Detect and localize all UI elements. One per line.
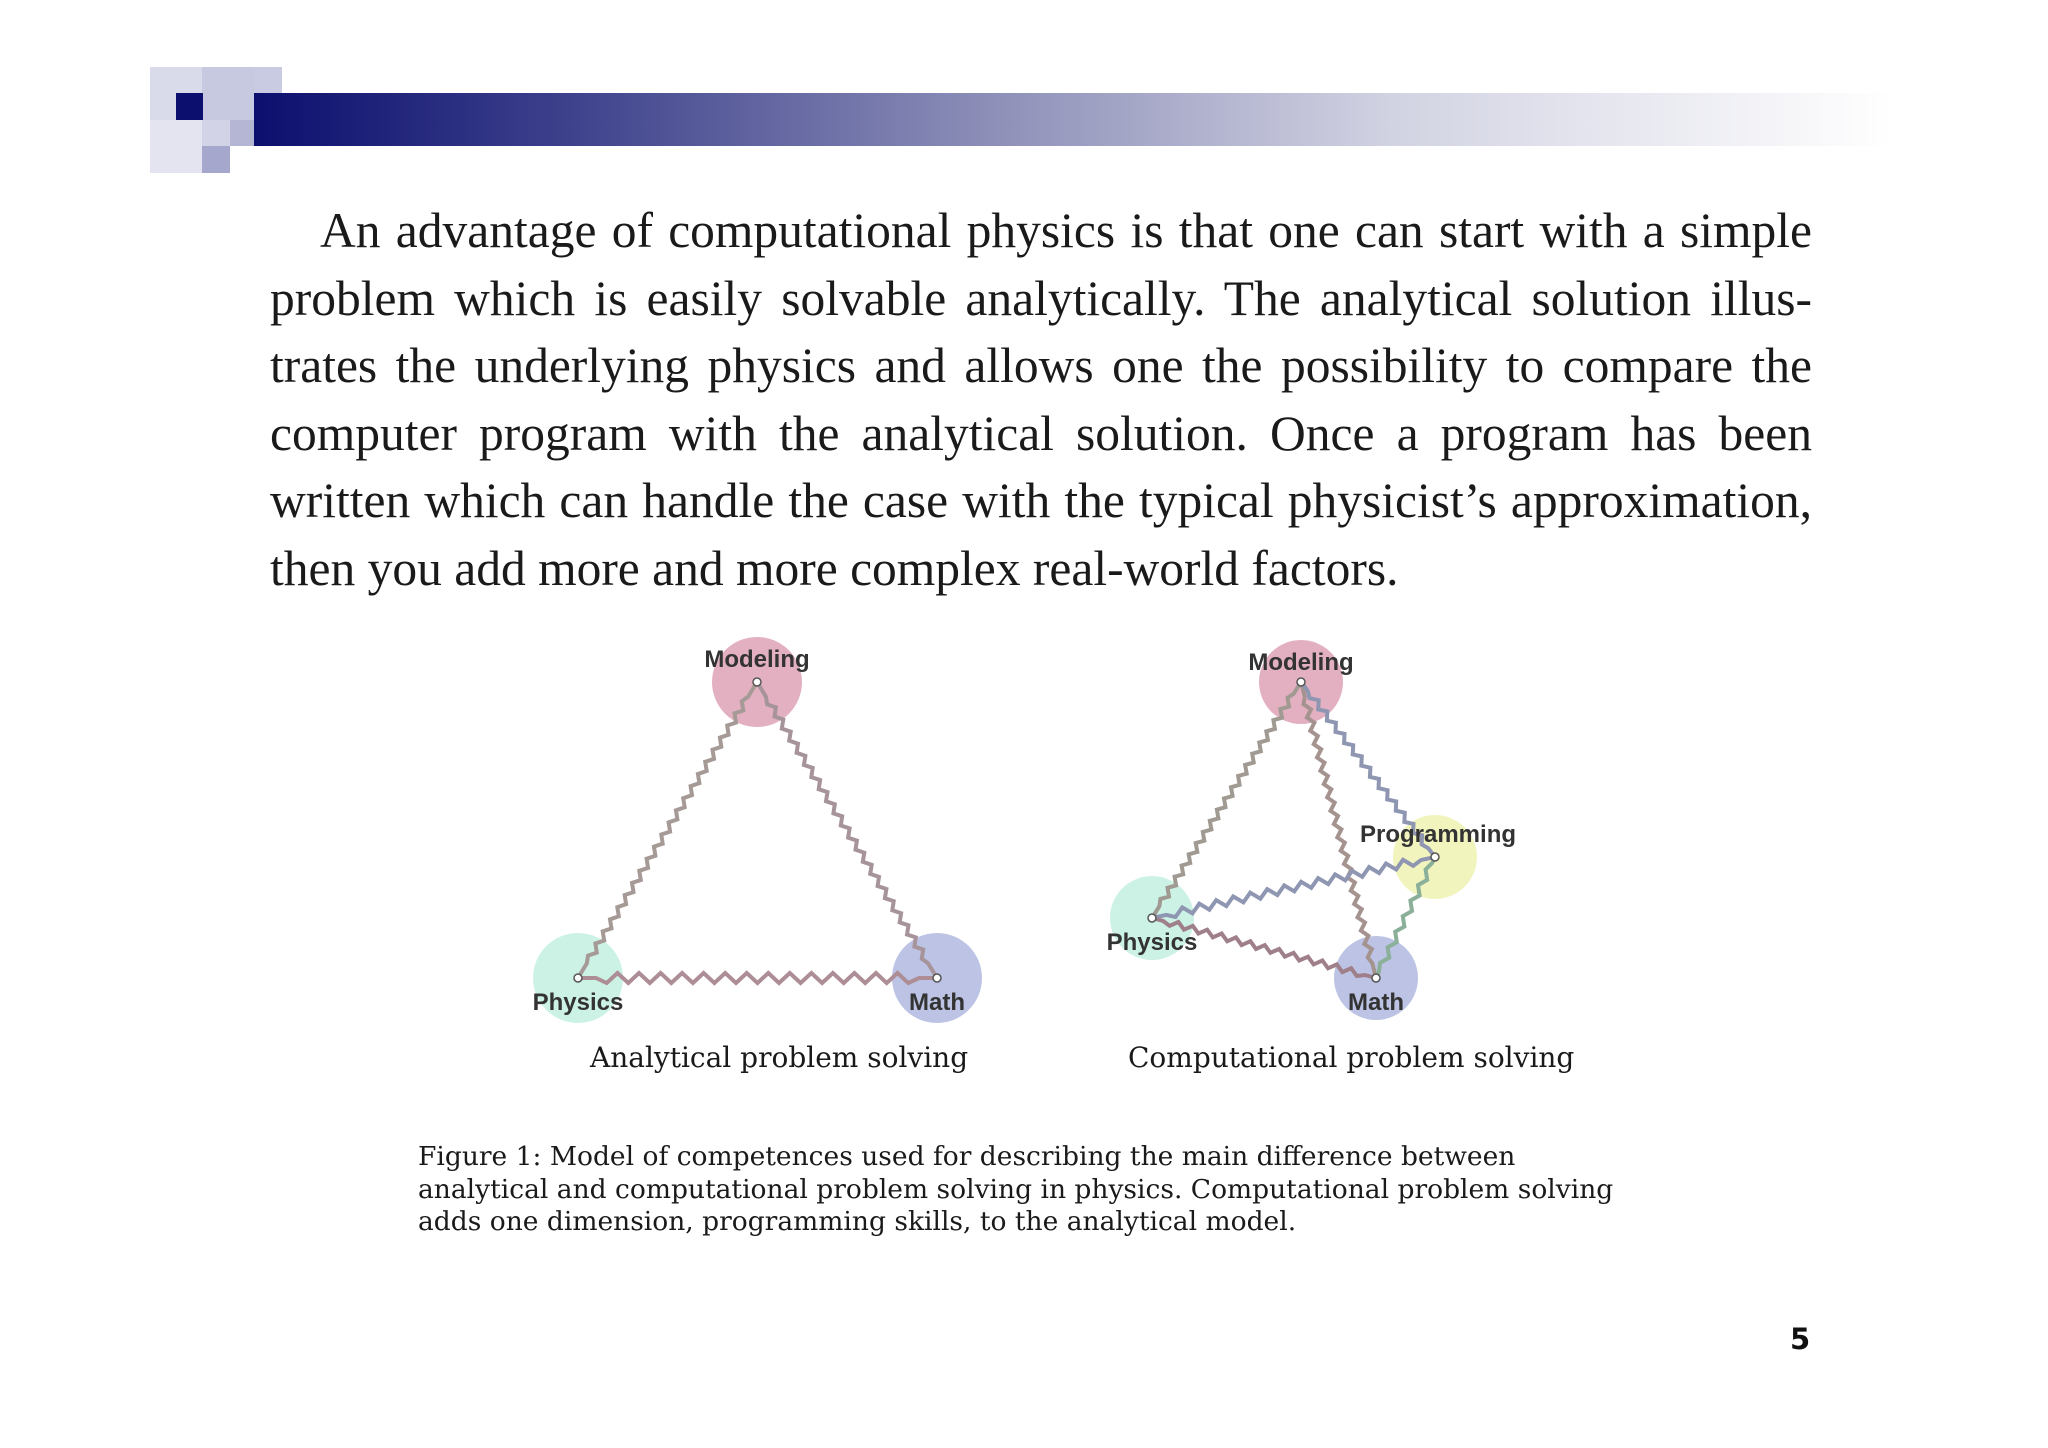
computational-diagram-svg [1080,620,1600,1030]
spring-physics-programming [1152,857,1435,918]
physics-label: Physics [1106,929,1198,956]
header-square-small [202,146,230,173]
math-anchor [933,974,941,982]
computational-diagram [1080,620,1600,1030]
math-label: Math [909,989,965,1016]
analytical-caption: Analytical problem solving [590,1041,969,1074]
modeling-anchor [753,678,761,686]
header-square-light-4 [150,120,203,173]
header-square-light-2 [202,67,255,120]
spring-modeling-math [757,682,937,978]
math-anchor [1372,974,1380,982]
header-square-dark [176,93,203,120]
physics-label: Physics [532,989,624,1016]
spring-group [578,682,937,983]
programming-label: Programming [1359,821,1517,848]
spring-modeling-physics [1152,682,1301,918]
physics-anchor [574,974,582,982]
header-decoration [0,0,2048,200]
spring-modeling-physics [578,682,757,978]
analytical-diagram [500,620,1020,1030]
page-number: 5 [1790,1322,1811,1356]
modeling-anchor [1297,678,1305,686]
physics-anchor [1148,914,1156,922]
computational-caption: Computational problem solving [1128,1041,1575,1074]
spring-physics-math [578,973,937,983]
modeling-label: Modeling [704,646,810,673]
figure-caption: Figure 1: Model of competences used for describing the main difference between analytical and computational problem solving in physics. Computational problem solving adds one dimension, programming skills, to the analytical model. [418,1141,1614,1237]
programming-anchor [1431,853,1439,861]
body-paragraph: An advantage of computational physics is that one can start with a simple problem which is easily solvable analytically. The analytical solution illustrates the underlying physics and allows one the possibility to compare the computer program with the analytical solution. Once a program has been written which can handle the case with the typical physicist’s approximation, then you add more and more complex real-world factors. [270,203,1812,596]
math-label: Math [1348,989,1404,1016]
modeling-label: Modeling [1248,649,1354,676]
header-gradient-bar [254,93,1894,146]
analytical-diagram-svg [500,620,1020,1030]
